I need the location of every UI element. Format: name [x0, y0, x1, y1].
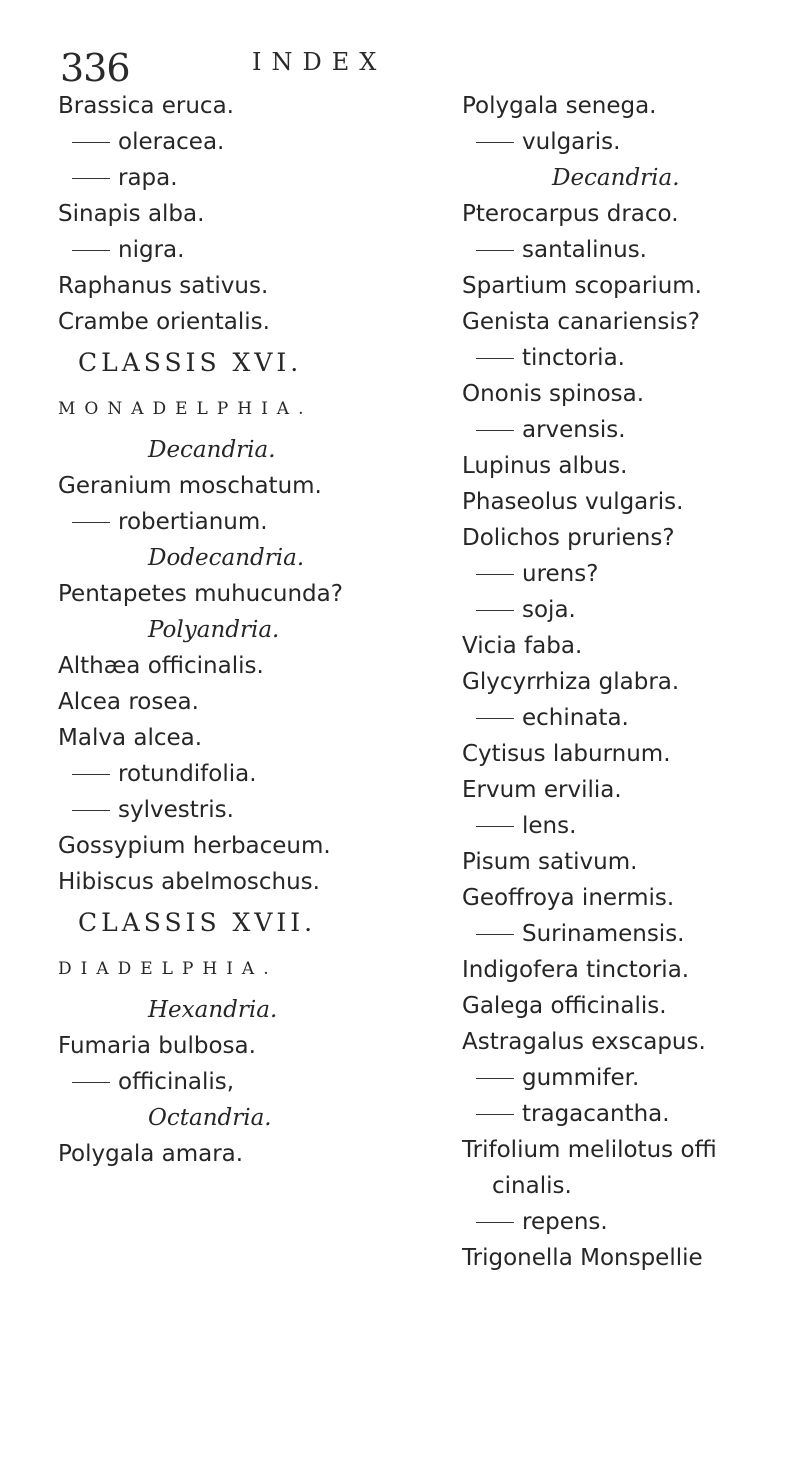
- entry-text: Genista canariensis?: [462, 309, 700, 335]
- ditto-dash: [476, 934, 514, 935]
- section-heading: [58, 432, 478, 468]
- entry-text: Vicia faba.: [462, 633, 583, 659]
- ditto-dash: [476, 250, 514, 251]
- index-subentry: [462, 556, 800, 592]
- order-heading-text: DIADELPHIA.: [58, 959, 278, 979]
- entry-text: Trifolium melilotus offi: [462, 1137, 717, 1163]
- class-heading: [58, 900, 478, 946]
- index-entry: [462, 1024, 800, 1060]
- index-subentry: [462, 124, 800, 160]
- ditto-dash: [72, 250, 110, 251]
- ditto-dash: [476, 574, 514, 575]
- entry-text: Sinapis alba.: [58, 201, 205, 227]
- entry-text: Trigonella Monspellie: [462, 1245, 703, 1271]
- index-entry: [462, 1240, 800, 1276]
- index-subentry: [462, 1060, 800, 1096]
- entry-text: Pentapetes muhucunda?: [58, 581, 343, 607]
- ditto-dash: [476, 358, 514, 359]
- ditto-dash: [476, 142, 514, 143]
- index-subentry: [58, 504, 478, 540]
- index-entry: [58, 1028, 478, 1064]
- ditto-dash: [72, 522, 110, 523]
- heading-text: Dodecandria.: [148, 545, 305, 571]
- index-entry: [462, 628, 800, 664]
- index-subentry: [462, 340, 800, 376]
- entry-text: Phaseolus vulgaris.: [462, 489, 684, 515]
- index-entry: [462, 484, 800, 520]
- subentry-text: Surinamensis.: [522, 921, 685, 947]
- order-heading: [58, 386, 478, 432]
- subentry-text: robertianum.: [118, 509, 268, 535]
- entry-continuation: [462, 1168, 800, 1204]
- index-entry: [462, 196, 800, 232]
- running-head: INDEX: [252, 48, 387, 76]
- index-subentry: [58, 756, 478, 792]
- ditto-dash: [72, 1082, 110, 1083]
- ditto-dash: [72, 178, 110, 179]
- heading-text: Polyandria.: [148, 617, 280, 643]
- subentry-text: officinalis,: [118, 1069, 235, 1095]
- index-subentry: [58, 792, 478, 828]
- subentry-text: rapa.: [118, 165, 178, 191]
- section-heading: [58, 992, 478, 1028]
- entry-text: Hibiscus abelmoschus.: [58, 869, 320, 895]
- subentry-text: echinata.: [522, 705, 629, 731]
- subentry-text: gummifer.: [522, 1065, 640, 1091]
- entry-text: Glycyrrhiza glabra.: [462, 669, 680, 695]
- class-heading-text: CLASSIS XVI.: [78, 348, 303, 377]
- index-entry: [58, 828, 478, 864]
- subentry-text: vulgaris.: [522, 129, 621, 155]
- ditto-dash: [476, 1222, 514, 1223]
- index-subentry: [462, 412, 800, 448]
- index-entry: [462, 448, 800, 484]
- section-heading: [58, 612, 478, 648]
- index-entry: [58, 864, 478, 900]
- entry-text: Pterocarpus draco.: [462, 201, 679, 227]
- index-entry: [462, 772, 800, 808]
- index-subentry: [58, 124, 478, 160]
- entry-text: Spartium scoparium.: [462, 273, 702, 299]
- entry-text: Indigofera tinctoria.: [462, 957, 690, 983]
- page-number: 336: [60, 46, 130, 90]
- entry-text: Polygala amara.: [58, 1141, 244, 1167]
- index-entry: [58, 268, 478, 304]
- ditto-dash: [476, 718, 514, 719]
- class-heading: [58, 340, 478, 386]
- entry-text: Ononis spinosa.: [462, 381, 645, 407]
- index-entry: [462, 664, 800, 700]
- entry-text: Ervum ervilia.: [462, 777, 622, 803]
- subentry-text: soja.: [522, 597, 576, 623]
- order-heading-text: MONADELPHIA.: [58, 399, 313, 419]
- entry-text: Lupinus albus.: [462, 453, 628, 479]
- entry-text: Brassica eruca.: [58, 93, 234, 119]
- entry-text: Fumaria bulbosa.: [58, 1033, 256, 1059]
- entry-text: Astragalus exscapus.: [462, 1029, 706, 1055]
- index-subentry: [462, 1204, 800, 1240]
- index-entry: [58, 720, 478, 756]
- entry-text: Raphanus sativus.: [58, 273, 269, 299]
- index-subentry: [58, 232, 478, 268]
- index-subentry: [462, 808, 800, 844]
- index-subentry: [58, 160, 478, 196]
- index-entry: [462, 844, 800, 880]
- subentry-text: oleracea.: [118, 129, 225, 155]
- index-entry: [462, 952, 800, 988]
- index-entry: [462, 988, 800, 1024]
- entry-text: Alcea rosea.: [58, 689, 199, 715]
- entry-text: Crambe orientalis.: [58, 309, 270, 335]
- ditto-dash: [476, 610, 514, 611]
- index-subentry: [462, 700, 800, 736]
- subentry-text: santalinus.: [522, 237, 647, 263]
- ditto-dash: [476, 826, 514, 827]
- index-entry: [462, 736, 800, 772]
- order-heading: [58, 946, 478, 992]
- index-subentry: [462, 592, 800, 628]
- index-entry: [462, 88, 800, 124]
- entry-text: Malva alcea.: [58, 725, 203, 751]
- index-entry: [58, 88, 478, 124]
- subentry-text: lens.: [522, 813, 577, 839]
- index-entry: [58, 1136, 478, 1172]
- section-heading: [462, 160, 800, 196]
- subentry-text: arvensis.: [522, 417, 626, 443]
- index-entry: [462, 268, 800, 304]
- index-subentry: [462, 916, 800, 952]
- index-entry: [462, 880, 800, 916]
- index-entry: [462, 1132, 800, 1168]
- section-heading: [58, 540, 478, 576]
- entry-text: Cytisus laburnum.: [462, 741, 671, 767]
- left-column: [58, 88, 478, 1172]
- continuation-text: cinalis.: [492, 1173, 572, 1199]
- heading-text: Hexandria.: [148, 997, 278, 1023]
- index-entry: [58, 196, 478, 232]
- index-entry: [462, 520, 800, 556]
- entry-text: Althæa officinalis.: [58, 653, 264, 679]
- heading-text: Decandria.: [148, 437, 276, 463]
- heading-text: Decandria.: [552, 165, 680, 191]
- subentry-text: urens?: [522, 561, 599, 587]
- index-entry: [58, 468, 478, 504]
- ditto-dash: [476, 1078, 514, 1079]
- index-subentry: [58, 1064, 478, 1100]
- entry-text: Gossypium herbaceum.: [58, 833, 331, 859]
- index-entry: [58, 684, 478, 720]
- ditto-dash: [72, 142, 110, 143]
- subentry-text: tragacantha.: [522, 1101, 670, 1127]
- subentry-text: sylvestris.: [118, 797, 234, 823]
- subentry-text: repens.: [522, 1209, 608, 1235]
- heading-text: Octandria.: [148, 1105, 272, 1131]
- index-entry: [462, 376, 800, 412]
- right-column: [462, 88, 800, 1276]
- ditto-dash: [476, 1114, 514, 1115]
- ditto-dash: [72, 810, 110, 811]
- entry-text: Pisum sativum.: [462, 849, 638, 875]
- entry-text: Geranium moschatum.: [58, 473, 322, 499]
- entry-text: Dolichos pruriens?: [462, 525, 675, 551]
- entry-text: Geoffroya inermis.: [462, 885, 675, 911]
- index-entry: [58, 304, 478, 340]
- ditto-dash: [72, 774, 110, 775]
- entry-text: Polygala senega.: [462, 93, 657, 119]
- index-subentry: [462, 1096, 800, 1132]
- section-heading: [58, 1100, 478, 1136]
- entry-text: Galega officinalis.: [462, 993, 667, 1019]
- ditto-dash: [476, 430, 514, 431]
- subentry-text: tinctoria.: [522, 345, 625, 371]
- subentry-text: rotundifolia.: [118, 761, 257, 787]
- index-entry: [462, 304, 800, 340]
- index-subentry: [462, 232, 800, 268]
- subentry-text: nigra.: [118, 237, 185, 263]
- index-entry: [58, 576, 478, 612]
- index-entry: [58, 648, 478, 684]
- class-heading-text: CLASSIS XVII.: [78, 908, 317, 937]
